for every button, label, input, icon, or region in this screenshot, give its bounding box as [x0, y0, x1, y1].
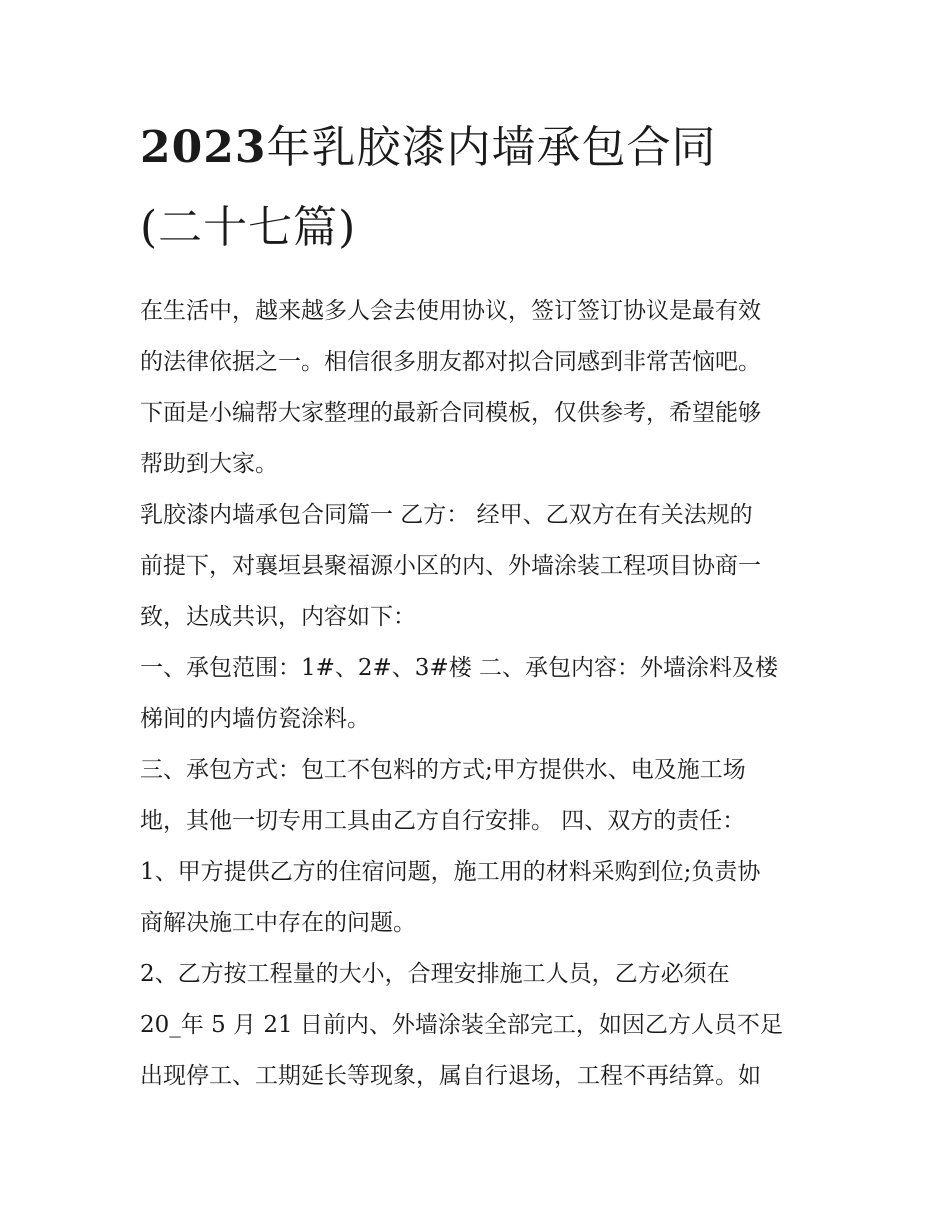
text-line: 下面是小编帮大家整理的最新合同模板，仅供参考，希望能够: [140, 400, 761, 426]
text-line: 梯间的内墙仿瓷涂料。: [140, 706, 370, 732]
document-body: [140, 286, 820, 1102]
document-page: [140, 108, 820, 1102]
text-line: 地，其他一切专用工具由乙方自行安排。 四、双方的责任：: [140, 808, 746, 834]
paragraph-method: [140, 745, 820, 847]
text-line: 2、乙方按工程量的大小，合理安排施工人员，乙方必须在: [140, 961, 730, 987]
title-line-2: (二十七篇): [140, 202, 357, 253]
text-line: 前提下，对襄垣县聚福源小区的内、外墙涂装工程项目协商一: [140, 553, 761, 579]
text-line: 出现停工、工期延长等现象，属自行退场，工程不再结算。如: [140, 1063, 761, 1089]
paragraph-contract-one: [140, 490, 820, 643]
paragraph-party-a-duty: [140, 847, 820, 949]
text-line: 乳胶漆内墙承包合同篇一 乙方： 经甲、乙双方在有关法规的: [140, 502, 753, 528]
text-line: 三、承包方式：包工不包料的方式;甲方提供水、电及施工场: [140, 757, 746, 783]
paragraph-intro: [140, 286, 820, 490]
text-line: 1、甲方提供乙方的住宿问题，施工用的材料采购到位;负责协: [140, 859, 761, 885]
document-title: [140, 108, 820, 268]
text-line: 的法律依据之一。相信很多朋友都对拟合同感到非常苦恼吧。: [140, 349, 761, 375]
paragraph-scope: [140, 643, 820, 745]
title-text: 年乳胶漆内墙承包合同: [266, 122, 717, 173]
text-line: 致，达成共识，内容如下：: [140, 604, 416, 630]
text-line: 一、承包范围：1#、2#、3#楼 二、承包内容：外墙涂料及楼: [140, 655, 779, 681]
paragraph-party-b-duty: [140, 949, 820, 1102]
text-line: 商解决施工中存在的问题。: [140, 910, 416, 936]
title-year: 2023: [140, 122, 267, 173]
text-line: 在生活中，越来越多人会去使用协议，签订签订协议是最有效: [140, 298, 761, 324]
text-line: 帮助到大家。: [140, 451, 278, 477]
text-line: 20_年 5 月 21 日前内、外墙涂装全部完工，如因乙方人员不足: [140, 1012, 783, 1038]
title-line-1: [140, 108, 820, 188]
